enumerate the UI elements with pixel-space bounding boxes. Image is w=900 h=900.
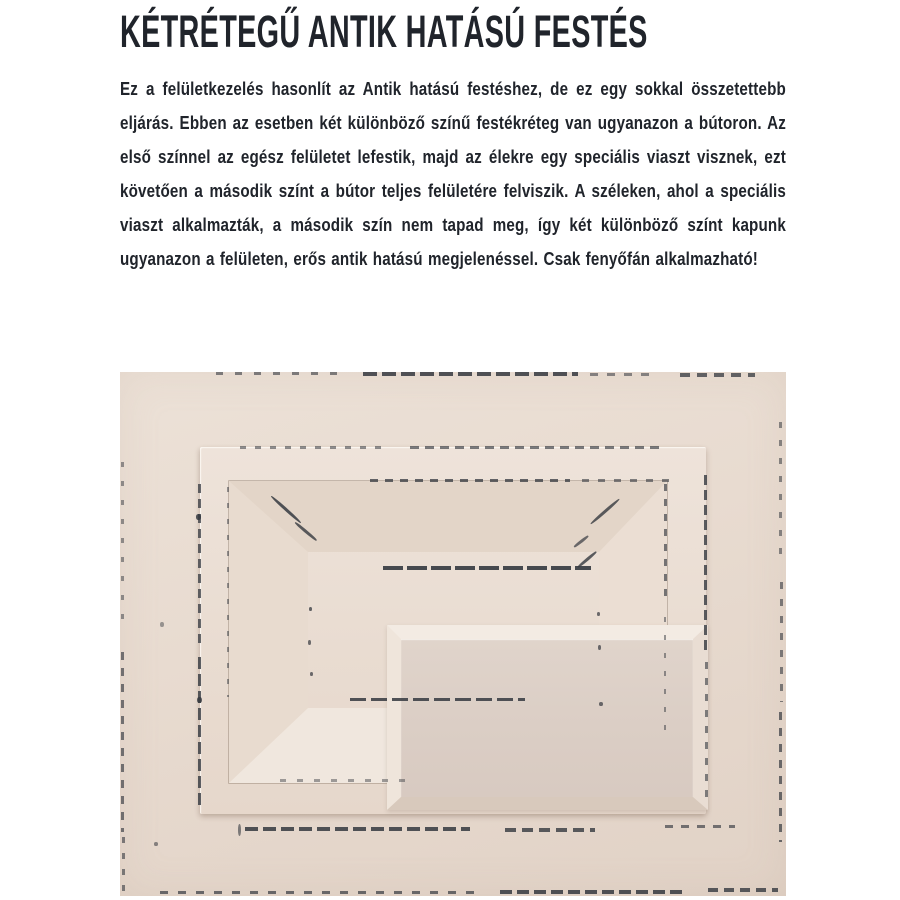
- distress-mark: [270, 495, 302, 524]
- distress-mark: [240, 446, 390, 449]
- page-title: [120, 6, 900, 58]
- distress-mark: [665, 825, 735, 828]
- distress-mark: [122, 837, 125, 892]
- distress-mark: [779, 712, 782, 842]
- distress-mark: [500, 890, 685, 894]
- distress-mark: [196, 514, 201, 520]
- distress-mark: [664, 617, 666, 737]
- distress-mark: [227, 487, 229, 697]
- distress-mark: [238, 824, 241, 836]
- distress-mark: [294, 521, 317, 541]
- distress-mark: [280, 779, 410, 782]
- distress-mark: [410, 446, 660, 449]
- page-title-text: KÉTRÉTEGŰ ANTIK HATÁSÚ FESTÉS: [120, 6, 648, 57]
- distress-mark: [779, 422, 782, 562]
- distress-mark: [582, 479, 672, 482]
- distress-mark: [154, 842, 158, 846]
- distress-mark: [680, 373, 755, 377]
- distress-mark: [704, 475, 707, 650]
- distress-mark: [198, 484, 201, 649]
- article-body: Ez a felületkezelés hasonlít az Antik hatású festéshez, de ez egy sokkal összetettebb eljárás. Ebben az esetben két különböző színű festékréteg van ugyanazon a bútoron. Az első színnel az egész felületet lefestik, majd az élekre egy speciális viaszt visznek, ezt követően a második színt a bútor teljes felületére felviszik. A széleken, ahol a speciális viaszt alkalmazták, a második szín nem tapad meg, így két különböző színt kapunk ugyanazon a felületen, erős antik hatású megjelenéssel. Csak fenyőfán alkalmazható!: [120, 79, 786, 269]
- distress-mark: [664, 484, 667, 604]
- distress-mark: [505, 828, 595, 832]
- distress-mark: [160, 622, 164, 627]
- distress-mark: [197, 697, 202, 703]
- distress-mark: [121, 462, 124, 632]
- distress-mark: [590, 373, 650, 376]
- distress-mark: [309, 607, 312, 611]
- distress-mark: [599, 702, 603, 706]
- distress-mark: [370, 479, 570, 482]
- distress-mark: [198, 657, 201, 807]
- distress-mark: [573, 535, 589, 548]
- distress-mark: [363, 372, 578, 376]
- distress-mark: [121, 652, 124, 832]
- distress-mark: [708, 888, 778, 892]
- distress-mark: [590, 498, 621, 525]
- distress-mark: [350, 698, 525, 701]
- distress-mark: [598, 645, 601, 650]
- distress-mark: [245, 827, 470, 831]
- distress-layer: [120, 372, 786, 896]
- distress-mark: [216, 372, 346, 375]
- distress-mark: [383, 566, 591, 570]
- distress-mark: [780, 582, 783, 702]
- cabinet-door-photo: [120, 372, 786, 896]
- distress-mark: [705, 662, 708, 802]
- distress-mark: [308, 640, 311, 645]
- distress-mark: [310, 672, 313, 676]
- distress-mark: [160, 891, 480, 894]
- distress-mark: [597, 612, 600, 616]
